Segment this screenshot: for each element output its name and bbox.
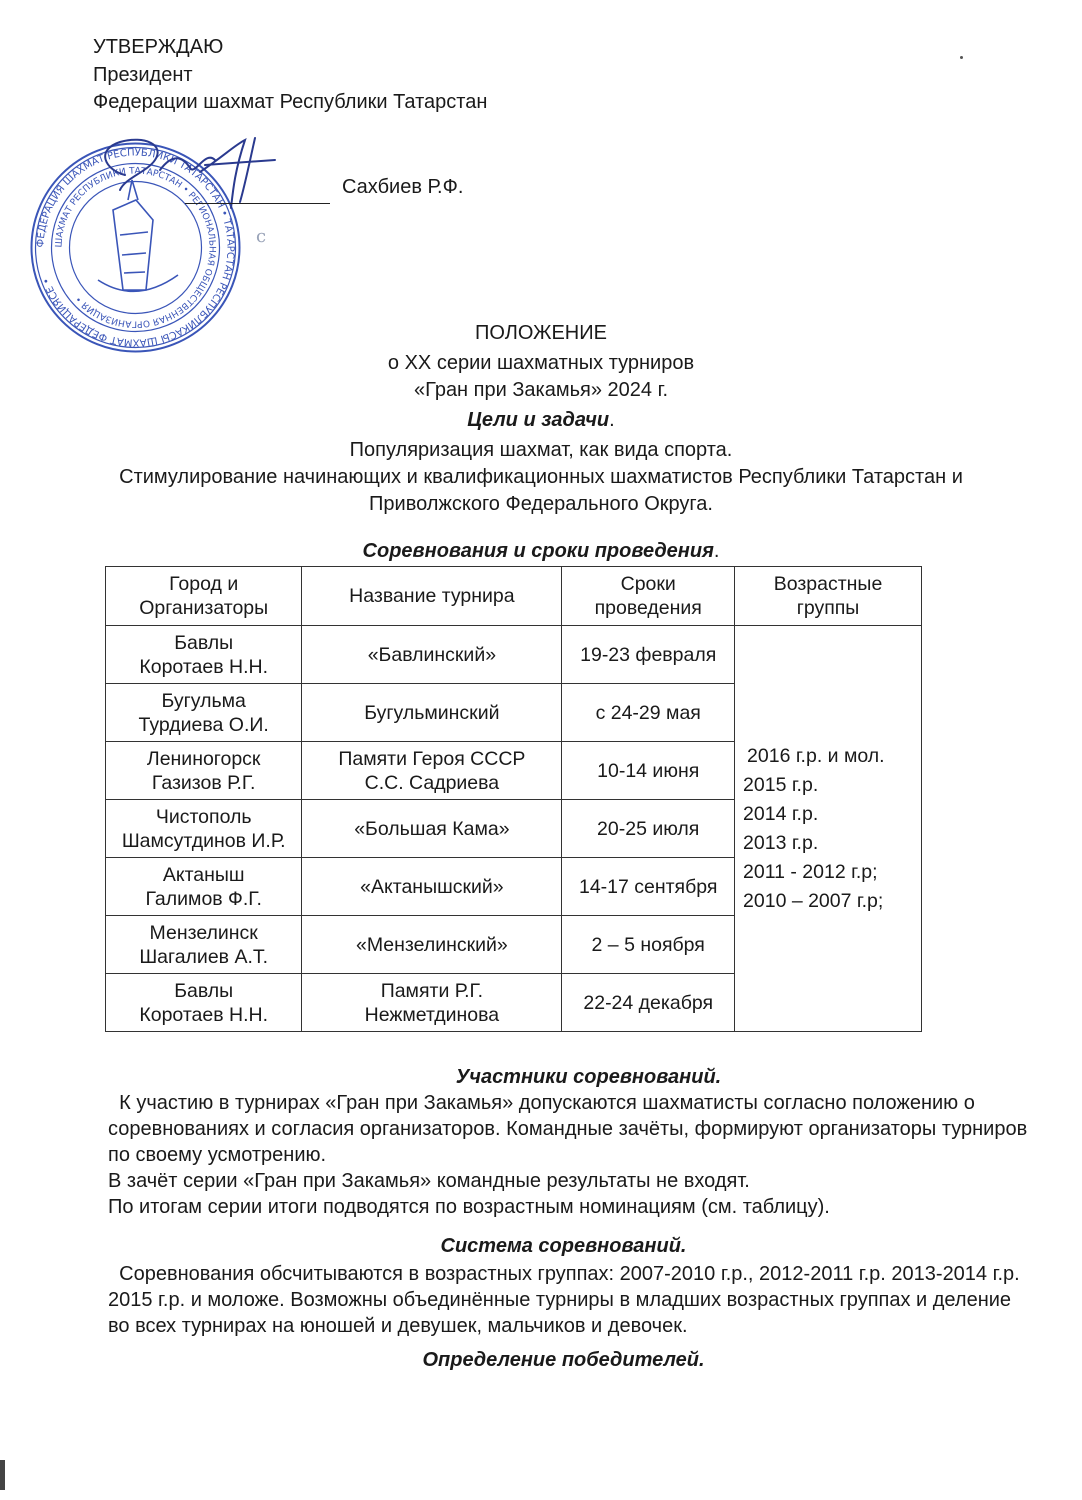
header-city-organizers: Город и Организаторы xyxy=(106,567,302,626)
cell-tournament-name: «Актанышский» xyxy=(302,858,562,916)
cell-dates: 2 – 5 ноября xyxy=(562,916,735,974)
cell-age-groups: 2016 г.р. и мол. 2015 г.р. 2014 г.р. 2013 г.р. 2011 - 2012 г.р; 2010 – 2007 г.р; xyxy=(735,626,922,1032)
header-tournament-name: Название турнира xyxy=(302,567,562,626)
cell-city-organizer: Актаныш Галимов Ф.Г. xyxy=(106,858,302,916)
system-section xyxy=(108,1261,1028,1339)
document-subtitle: о XX серии шахматных турниров xyxy=(387,352,695,374)
participants-paragraph-1: К участию в турнирах «Гран при Закамья» допускаются шахматисты согласно положению о соревнованиях и согласия организаторов. Командные зачёты, формируют организаторы турниров по своему усмотрению. xyxy=(108,1092,1033,1166)
cell-tournament-name: «Бавлинский» xyxy=(302,626,562,684)
cell-city-organizer: Бавлы Коротаев Н.Н. xyxy=(106,974,302,1032)
approval-position: Президент xyxy=(93,63,193,86)
scan-edge-mark xyxy=(0,1460,5,1490)
system-paragraph: Соревнования обсчитываются в возрастных группах: 2007-2010 г.р., 2012-2011 г.р. 2013-2014 г.р. 2015 г.р. и моложе. Возможны объединённые турниры в младших возрастных группах и деление во всех турнирах на юношей и девушек, мальчиков и девочек. xyxy=(108,1263,1026,1337)
cell-city-organizer: Бугульма Турдиева О.И. xyxy=(106,684,302,742)
winners-heading: Определение победителей. xyxy=(422,1349,705,1371)
cell-tournament-name: Памяти Р.Г. Нежметдинова xyxy=(302,974,562,1032)
system-heading: Система соревнований. xyxy=(440,1235,687,1257)
cell-city-organizer: Лениногорск Газизов Р.Г. xyxy=(106,742,302,800)
table-header-row xyxy=(106,567,922,626)
goals-text-2: Стимулирование начинающих и квалификационных шахматистов Республики Татарстан и xyxy=(119,466,963,488)
schedule-heading: Соревнования и сроки проведения. xyxy=(362,540,720,562)
cell-dates: 19-23 февраля xyxy=(562,626,735,684)
participants-paragraph-3: По итогам серии итоги подводятся по возрастным номинациям (см. таблицу). xyxy=(108,1196,830,1218)
participants-paragraph-2: В зачёт серии «Гран при Закамья» командные результаты не входят. xyxy=(108,1170,750,1192)
cell-city-organizer: Мензелинск Шагалиев А.Т. xyxy=(106,916,302,974)
cell-city-organizer: Чистополь Шамсутдинов И.Р. xyxy=(106,800,302,858)
cell-tournament-name: Памяти Героя СССР С.С. Садриева xyxy=(302,742,562,800)
approval-organization: Федерации шахмат Республики Татарстан xyxy=(93,91,488,113)
cell-dates: с 24-29 мая xyxy=(562,684,735,742)
cell-tournament-name: «Большая Кама» xyxy=(302,800,562,858)
goals-text-3: Приволжского Федерального Округа. xyxy=(369,493,713,515)
goals-heading: Цели и задачи. xyxy=(467,409,615,431)
cell-tournament-name: Бугульминский xyxy=(302,684,562,742)
goals-text-1: Популяризация шахмат, как вида спорта. xyxy=(349,439,733,461)
signature-line xyxy=(185,203,330,204)
cell-tournament-name: «Мензелинский» xyxy=(302,916,562,974)
cell-dates: 14-17 сентября xyxy=(562,858,735,916)
signature-row xyxy=(185,176,585,206)
document-title: ПОЛОЖЕНИЕ xyxy=(475,322,607,344)
participants-section xyxy=(108,1090,1033,1220)
stamp-outer-text: ФЕДЕРАЦИЯ ШАХМАТ РЕСПУБЛИКИ ТАТАРСТАН • ТАТАРСТАН РЕСПУБЛИКАСЫ ШАХМАТ ФЕДЕРАЦИЯСЕ • xyxy=(35,147,236,348)
faint-mark: c xyxy=(256,226,267,247)
table-row xyxy=(106,626,922,684)
participants-heading: Участники соревнований. xyxy=(455,1066,722,1088)
cell-city-organizer: Бавлы Коротаев Н.Н. xyxy=(106,626,302,684)
cell-dates: 22-24 декабря xyxy=(562,974,735,1032)
schedule-table xyxy=(105,566,922,1032)
document-series-name: «Гран при Закамья» 2024 г. xyxy=(413,379,668,401)
speck xyxy=(960,56,963,59)
header-dates: Сроки проведения xyxy=(562,567,735,626)
cell-dates: 20-25 июля xyxy=(562,800,735,858)
cell-dates: 10-14 июня xyxy=(562,742,735,800)
header-age-groups: Возрастные группы xyxy=(735,567,922,626)
signer-name: Сахбиев Р.Ф. xyxy=(342,176,464,198)
stamp-inner-text: ШАХМАТ РЕСПУБЛИКИ ТАТАРСТАН • РЕГИОНАЛЬНАЯ ОБЩЕСТВЕННАЯ ОРГАНИЗАЦИЯ • xyxy=(54,166,217,329)
approval-block xyxy=(93,34,487,117)
approval-word: УТВЕРЖДАЮ xyxy=(93,36,224,58)
